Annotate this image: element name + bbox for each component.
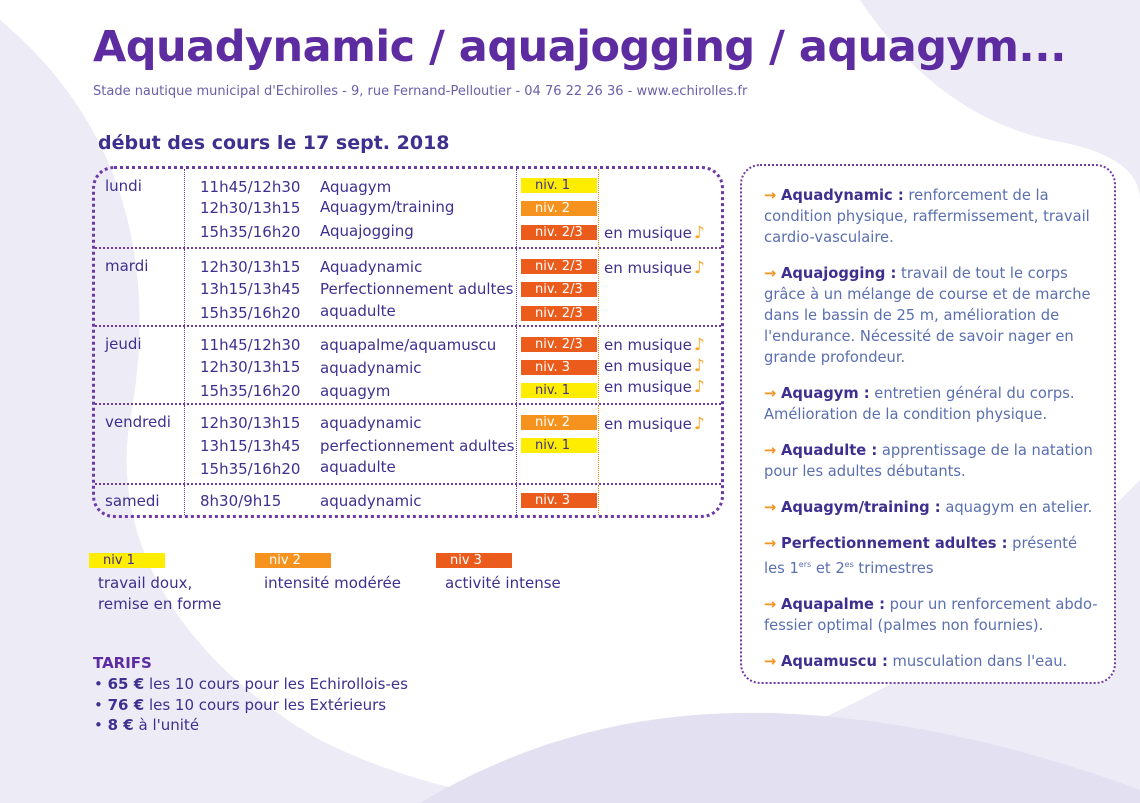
tarif-item: • 76 € les 10 cours pour les Extérieurs bbox=[94, 695, 387, 714]
session-time: 13h15/13h45 bbox=[200, 437, 301, 455]
music-label bbox=[604, 335, 705, 355]
session-course: Aquagym bbox=[320, 178, 392, 196]
day-row-jeudi bbox=[95, 327, 721, 405]
arrow-right-icon: → bbox=[764, 499, 777, 516]
session-time: 13h15/13h45 bbox=[200, 280, 301, 298]
schedule-table bbox=[92, 166, 724, 518]
session-course: aquagym bbox=[320, 382, 391, 400]
music-text: en musique bbox=[604, 378, 692, 396]
description-aquadulte: → Aquadulte : apprentissage de la natation pour les adultes débutants. bbox=[764, 442, 1093, 480]
level-badge: niv. 2 bbox=[521, 201, 597, 216]
day-row-lundi bbox=[95, 169, 721, 249]
description-aquapalme: → Aquapalme : pour un renforcement abdo-fessier optimal (palmes non fournies). bbox=[764, 595, 1098, 634]
day-name: mardi bbox=[105, 257, 149, 275]
level-badge: niv. 1 bbox=[521, 438, 597, 453]
legend-description: intensité modérée bbox=[264, 574, 401, 592]
level-badge: niv. 3 bbox=[521, 493, 597, 508]
session-time: 12h30/13h15 bbox=[200, 414, 301, 432]
venue-address: Stade nautique municipal d'Echirolles - 9, rue Fernand-Pelloutier - 04 76 22 26 36 - www.echirolles.fr bbox=[93, 84, 748, 99]
session-course: Aquadynamic bbox=[320, 258, 423, 276]
schedule-start-date: début des cours le 17 sept. 2018 bbox=[98, 132, 450, 154]
session-time: 12h30/13h15 bbox=[200, 358, 301, 376]
session-time: 15h35/16h20 bbox=[200, 304, 301, 322]
music-note-icon: ♪ bbox=[693, 377, 705, 397]
day-name: jeudi bbox=[105, 335, 142, 353]
arrow-right-icon: → bbox=[764, 265, 777, 282]
session-time: 8h30/9h15 bbox=[200, 492, 282, 510]
music-label bbox=[604, 258, 705, 278]
music-note-icon: ♪ bbox=[693, 335, 705, 355]
session-time: 12h30/13h15 bbox=[200, 199, 301, 217]
session-course: aquapalme/aquamuscu bbox=[320, 336, 497, 354]
day-name: lundi bbox=[105, 177, 142, 195]
level-badge: niv. 2/3 bbox=[521, 337, 597, 352]
legend-swatch: niv 3 bbox=[436, 553, 512, 568]
level-badge: niv. 2/3 bbox=[521, 259, 597, 274]
legend-description: travail doux, remise en forme bbox=[98, 574, 222, 613]
music-text: en musique bbox=[604, 336, 692, 354]
level-badge: niv. 1 bbox=[521, 383, 597, 398]
tarif-item: • 65 € les 10 cours pour les Echirollois-es bbox=[94, 675, 408, 693]
level-badge: niv. 2 bbox=[521, 415, 597, 430]
session-course: aquadulte bbox=[320, 302, 396, 320]
music-note-icon: ♪ bbox=[693, 414, 705, 434]
session-course: Perfectionnement adultes bbox=[320, 280, 514, 298]
level-badge: niv. 2/3 bbox=[521, 306, 597, 321]
day-row-samedi bbox=[95, 485, 721, 515]
music-text: en musique bbox=[604, 259, 692, 277]
session-course: Aquajogging bbox=[320, 222, 414, 240]
session-time: 11h45/12h30 bbox=[200, 336, 301, 354]
day-row-vendredi bbox=[95, 405, 721, 485]
tarif-item: • 8 € à l'unité bbox=[94, 716, 200, 734]
page-title: Aquadynamic / aquajogging / aquagym... bbox=[93, 22, 1066, 72]
legend-swatch: niv 1 bbox=[89, 553, 165, 568]
arrow-right-icon: → bbox=[764, 442, 777, 459]
description-aquagym: → Aquagym : entretien général du corps. Amélioration de la condition physique. bbox=[764, 385, 1075, 423]
legend-level-2 bbox=[255, 553, 401, 594]
legend-level-1 bbox=[89, 553, 221, 615]
tarifs-heading: TARIFS bbox=[93, 654, 152, 672]
session-time: 15h35/16h20 bbox=[200, 223, 301, 241]
session-time: 15h35/16h20 bbox=[200, 382, 301, 400]
legend-swatch: niv 2 bbox=[255, 553, 331, 568]
music-note-icon: ♪ bbox=[693, 258, 705, 278]
music-text: en musique bbox=[604, 415, 692, 433]
legend-level-3 bbox=[436, 553, 561, 594]
description-aquamuscu: → Aquamuscu : musculation dans l'eau. bbox=[764, 652, 1068, 670]
session-course: aquadulte bbox=[320, 458, 396, 476]
arrow-right-icon: → bbox=[764, 535, 777, 552]
description-perfectionnement: → Perfectionnement adultes : présenté les 1ers et $2^{es}$ trimestres bbox=[764, 535, 1078, 577]
music-note-icon: ♪ bbox=[693, 356, 705, 376]
session-course: aquadynamic bbox=[320, 492, 422, 510]
level-badge: niv. 3 bbox=[521, 360, 597, 375]
session-course: aquadynamic bbox=[320, 359, 422, 377]
level-badge: niv. 2/3 bbox=[521, 282, 597, 297]
description-aquadynamic: → Aquadynamic : renforcement de la condition physique, raffermissement, travail cardio-vasculaire. bbox=[764, 187, 1090, 246]
level-badge: niv. 2/3 bbox=[521, 225, 597, 240]
arrow-right-icon: → bbox=[764, 385, 777, 402]
session-course: Aquagym/training bbox=[320, 198, 455, 216]
description-aquagym-training: → Aquagym/training : aquagym en atelier. bbox=[764, 499, 1093, 516]
music-note-icon: ♪ bbox=[693, 223, 705, 243]
music-label bbox=[604, 414, 705, 434]
arrow-right-icon: → bbox=[764, 595, 777, 613]
description-aquajogging: → Aquajogging : travail de tout le corps grâce à un mélange de course et de marche dans le bassin de 25 m, amélioration de l'endurance. Nécessité de savoir nager en grande profondeur. bbox=[764, 265, 1091, 366]
day-name: samedi bbox=[105, 492, 160, 510]
session-time: 11h45/12h30 bbox=[200, 178, 301, 196]
music-label bbox=[604, 356, 705, 376]
course-descriptions bbox=[740, 164, 1116, 684]
music-text: en musique bbox=[604, 224, 692, 242]
day-row-mardi bbox=[95, 249, 721, 327]
session-course: aquadynamic bbox=[320, 414, 422, 432]
arrow-right-icon: → bbox=[764, 187, 777, 204]
music-label bbox=[604, 377, 705, 397]
session-time: 15h35/16h20 bbox=[200, 460, 301, 478]
level-badge: niv. 1 bbox=[521, 178, 597, 193]
session-course: perfectionnement adultes bbox=[320, 437, 515, 455]
legend-description: activité intense bbox=[445, 574, 561, 592]
music-label bbox=[604, 223, 705, 243]
tarifs-list bbox=[94, 674, 408, 736]
music-text: en musique bbox=[604, 357, 692, 375]
session-time: 12h30/13h15 bbox=[200, 258, 301, 276]
arrow-right-icon: → bbox=[764, 652, 777, 670]
day-name: vendredi bbox=[105, 413, 171, 431]
